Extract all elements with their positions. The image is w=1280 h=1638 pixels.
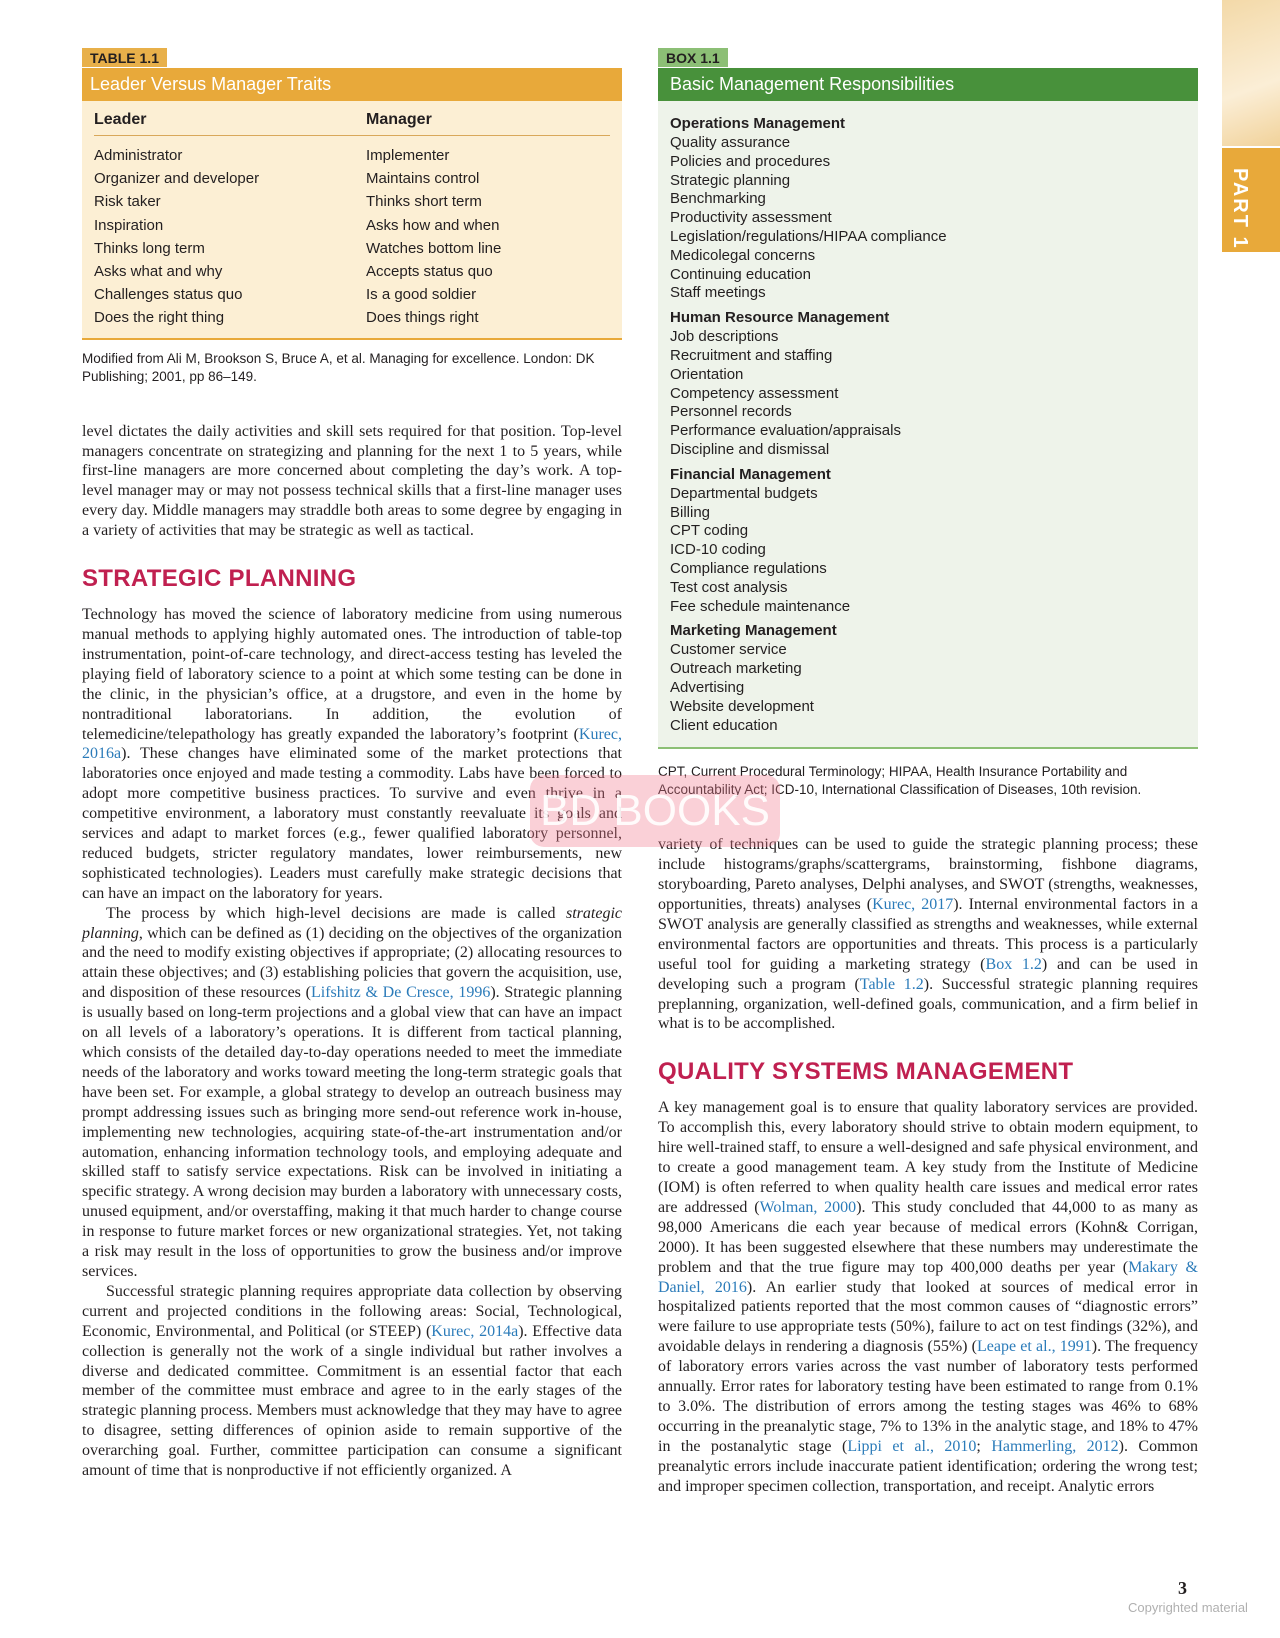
- citation-link[interactable]: Lippi et al., 2010: [847, 1437, 977, 1455]
- box-title: Basic Management Responsibilities: [658, 68, 1198, 101]
- strategic-paragraph-3: Successful strategic planning requires appropriate data collection by observing current and projected conditions in the following areas: Social, Technological, Economic, Environmental, and Political (or STEEP) (Kurec, 2014a). Effective data collection is generally not the work of a single individual but rather involves a diverse and dedicated committee. Commitment is an essential factor that each member of the committee must embrace and agree to in the early stages of the strategic planning process. Members must acknowledge that they may have to agree to disagree, setting differences of opinion aside to remain supportive of the overarching goal. Further, committee participation can consume a significant amount of time that is nonproductive if not efficiently organized. A: [82, 1282, 623, 1480]
- table-row: [94, 306, 610, 329]
- box-section: [670, 309, 1186, 460]
- table-cell: Accepts status quo: [366, 263, 493, 281]
- table-cell: Risk taker: [94, 193, 161, 211]
- list-item: ICD-10 coding: [670, 541, 766, 559]
- citation-link[interactable]: Lifshitz & De Cresce, 1996: [310, 984, 491, 1002]
- box-1-1: [658, 48, 1198, 799]
- table-header-leader: Leader: [94, 111, 147, 128]
- watermark-logo: BD BOOKS: [530, 775, 780, 847]
- table-row: [94, 214, 610, 237]
- list-item: Job descriptions: [670, 328, 779, 346]
- list-item: Customer service: [670, 641, 787, 659]
- list-item: Advertising: [670, 678, 745, 696]
- strategic-planning-heading: STRATEGIC PLANNING: [82, 565, 357, 593]
- swot-paragraph: variety of techniques can be used to guide the strategic planning process; these include histograms/graphs/scattergrams, brainstorming, fishbone diagrams, storyboarding, Pareto analyses, Delphi analyses, and SWOT (strengths, weaknesses, opportunities, threats) analyses (Kurec, 2017). Internal environmental factors in a SWOT analysis are generally classified as strengths and weaknesses, while external environmental factors are opportunities and threats. This process is a particularly useful tool for guiding a marketing strategy (Box 1.2) and can be used in developing such a program (Table 1.2). Successful strategic planning requires preplanning, organization, well-defined goals, communication, and a firm belief in what is to be accomplished.: [658, 836, 1199, 1033]
- box-label: BOX 1.1: [658, 48, 728, 67]
- list-item: Billing: [670, 503, 711, 521]
- right-column: [658, 48, 1198, 1497]
- table-source-note: Modified from Ali M, Brookson S, Bruce A, et al. Managing for excellence. London: DK Publishing; 2001, pp 86–149.: [82, 350, 595, 384]
- citation-link[interactable]: Kurec, 2014a: [431, 1322, 519, 1340]
- list-item: Test cost analysis: [670, 578, 788, 596]
- table-header-manager: Manager: [366, 111, 432, 128]
- list-item: Compliance regulations: [670, 559, 827, 577]
- table-cell: Asks what and why: [94, 263, 223, 281]
- table-body: [82, 101, 622, 340]
- list-item: Outreach marketing: [670, 660, 802, 678]
- table-cell: Organizer and developer: [94, 170, 260, 188]
- box-section-title: Financial Management: [670, 465, 831, 483]
- table-row: [94, 283, 610, 306]
- quality-paragraph: A key management goal is to ensure that quality laboratory services are provided. To accomplish this, every laboratory should strive to obtain modern equipment, to hire well-trained staff, to ensure a well-designed and safe physical environment, and to create a good management team. A key study from the Institute of Medicine (IOM) is often referred to when quality health care issues and medical error rates are addressed (Wolman, 2000). This study concluded that 44,000 to as many as 98,000 Americans die each year because of medical errors (Kohn& Corrigan, 2000). It has been suggested elsewhere that these numbers may underestimate the problem and that the true figure may top 400,000 deaths per year (Makary & Daniel, 2016). An earlier study that looked at sources of medical error in hospitalized patients reported that the most common causes of “diagnostic errors” were failure to use appropriate tests (50%), failure to act on test findings (32%), and avoidable delays in rendering a diagnosis (55%) (Leape et al., 1991). The frequency of laboratory errors varies across the vast number of laboratory tests performed annually. Error rates for laboratory testing have been estimated to range from 0.1% to 3.0%. The distribution of errors among the testing stages was 46% to 68% occurring in the preanalytic stage, 7% to 13% in the analytic stage, and 18% to 47% in the postanalytic stage (Lippi et al., 2010; Hammerling, 2012). Common preanalytic errors include inaccurate patient identification; ordering the wrong test; and improper specimen collection, transportation, and receipt. Analytic errors: [658, 1099, 1199, 1495]
- box-section: [670, 622, 1186, 735]
- box-body: [658, 101, 1198, 749]
- list-item: Productivity assessment: [670, 209, 832, 227]
- table-cell: Administrator: [94, 147, 183, 164]
- list-item: Performance evaluation/appraisals: [670, 422, 901, 440]
- citation-link[interactable]: Makary & Daniel, 2016: [658, 1258, 1199, 1296]
- citation-link[interactable]: Hammerling, 2012: [991, 1437, 1119, 1455]
- quality-systems-heading: QUALITY SYSTEMS MANAGEMENT: [658, 1058, 1074, 1086]
- copyright-notice: Copyrighted material: [1128, 1600, 1248, 1615]
- list-item: Medicolegal concerns: [670, 246, 816, 264]
- citation-link[interactable]: Kurec, 2016a: [82, 725, 622, 763]
- part-tab: [1222, 148, 1280, 252]
- strategic-paragraph-1: Technology has moved the science of laboratory medicine from using numerous manual methods to applying highly automated ones. The introduction of table-top instrumentation, point-of-care technology, and direct-access testing has leveled the playing field of laboratory science to a point at which some testing can be done in the clinic, in the physician’s office, at a drugstore, and even in the home by nontraditional laboratorians. In addition, the evolution of telemedicine/telepathology has greatly expanded the laboratory’s footprint (Kurec, 2016a). These changes have eliminated some of the market protections that laboratories once enjoyed and made testing a commodity. Labs have been forced to adopt more competitive business practices. To survive and even thrive in a competitive environment, a laboratory must constantly reevaluate its goals and services and adapt to market forces (e.g., fewer qualified laboratory personnel, reduced budgets, stricter regulatory mandates, lower reimbursements, new sophisticated technologies). Leaders must carefully make strategic decisions that can have an impact on the laboratory for years.: [82, 606, 622, 902]
- intro-paragraph: level dictates the daily activities and skill sets required for that position. Top-level managers concentrate on strategizing and planning for the next 1 to 5 years, while first-line managers are more concerned about completing the day’s work. A top-level manager may or may not possess technical skills that a first-line manager uses every day. Middle managers may straddle both areas to some degree by engaging in a variety of activities that may be strategic as well as tactical.: [82, 422, 622, 540]
- list-item: Client education: [670, 716, 778, 734]
- left-column: [82, 48, 622, 1481]
- table-row: [94, 260, 610, 283]
- box-1-2-link[interactable]: Box 1.2: [985, 955, 1042, 973]
- list-item: Legislation/regulations/HIPAA compliance: [670, 227, 947, 245]
- list-item: Quality assurance: [670, 134, 791, 151]
- list-item: Fee schedule maintenance: [670, 597, 851, 615]
- table-1-1: [82, 48, 622, 386]
- list-item: Recruitment and staffing: [670, 346, 833, 364]
- list-item: Orientation: [670, 365, 744, 383]
- table-row: [94, 167, 610, 190]
- table-cell: Does the right thing: [94, 309, 225, 327]
- table-row: [94, 190, 610, 213]
- table-row: [94, 144, 610, 167]
- citation-link[interactable]: Kurec, 2017: [872, 896, 954, 914]
- table-1-2-link[interactable]: Table 1.2: [859, 975, 924, 993]
- box-section-title: Human Resource Management: [670, 309, 890, 327]
- table-cell: Watches bottom line: [366, 239, 502, 257]
- list-item: Policies and procedures: [670, 152, 831, 170]
- table-cell: Is a good soldier: [366, 286, 477, 304]
- list-item: Staff meetings: [670, 284, 766, 302]
- box-section-title: Operations Management: [670, 115, 846, 132]
- list-item: Benchmarking: [670, 190, 766, 208]
- table-title: Leader Versus Manager Traits: [82, 68, 622, 101]
- list-item: CPT coding: [670, 522, 749, 540]
- table-header-row: [94, 101, 610, 136]
- table-cell: Challenges status quo: [94, 286, 243, 304]
- term-strategic-planning: strategic planning: [82, 904, 622, 942]
- box-section-title: Marketing Management: [670, 622, 837, 640]
- list-item: Website development: [670, 697, 814, 715]
- table-label: TABLE 1.1: [82, 48, 167, 67]
- table-cell: Thinks long term: [94, 239, 205, 257]
- citation-link[interactable]: Leape et al., 1991: [977, 1338, 1092, 1356]
- table-cell: Thinks short term: [366, 193, 482, 211]
- table-cell: Maintains control: [366, 170, 480, 188]
- box-abbreviation-note: CPT, Current Procedural Terminology; HIPAA, Health Insurance Portability and Accountability Act; ICD-10, International Classification of Diseases, 10th revision.: [658, 764, 1142, 798]
- side-decoration: [1222, 0, 1280, 146]
- list-item: Discipline and dismissal: [670, 440, 830, 458]
- table-cell: Asks how and when: [366, 216, 500, 234]
- table-cell: Inspiration: [94, 216, 164, 234]
- box-section: [670, 466, 1186, 617]
- list-item: Strategic planning: [670, 171, 791, 189]
- box-section: [670, 115, 1186, 303]
- list-item: Competency assessment: [670, 384, 839, 402]
- part-tab-label: PART 1: [1229, 168, 1251, 250]
- table-cell: Does things right: [366, 309, 479, 327]
- strategic-paragraph-2: The process by which high-level decisions are made is called strategic planning, which can be defined as (1) deciding on the objectives of the organization and the need to modify existing objectives if appropriate; (2) allocating resources to attain these objectives; and (3) establishing policies that govern the acquisition, use, and disposition of these resources (Lifshitz & De Cresce, 1996). Strategic planning is usually based on long-term projections and a global view that can have an impact on all levels of a laboratory’s operations. It is different from tactical planning, which consists of the detailed day-to-day operations needed to meet the immediate needs of the laboratory and works toward meeting the long-term strategic goals that have been set. For example, a global strategy to develop an outreach business may prompt addressing issues such as bringing more send-out reference work in-house, implementing new technologies, acquiring state-of-the-art instrumentation and/or automation, enhancing information technology tools, and employing adequate and skilled staff to satisfy service expectations. Risk can be involved in initiating a specific strategy. A wrong decision may burden a laboratory with unnecessary costs, unused equipment, and/or overstaffing, making it that much harder to change course in response to future market forces or new organizational strategies. Yet, not taking a risk may result in the loss of opportunities to grow the business and/or improve services.: [82, 904, 623, 1280]
- citation-link[interactable]: Wolman, 2000: [759, 1198, 857, 1216]
- list-item: Departmental budgets: [670, 484, 818, 502]
- table-cell: Implementer: [366, 147, 450, 164]
- page-number: 3: [1178, 1578, 1187, 1598]
- list-item: Continuing education: [670, 265, 811, 283]
- list-item: Personnel records: [670, 403, 792, 421]
- table-row: [94, 237, 610, 260]
